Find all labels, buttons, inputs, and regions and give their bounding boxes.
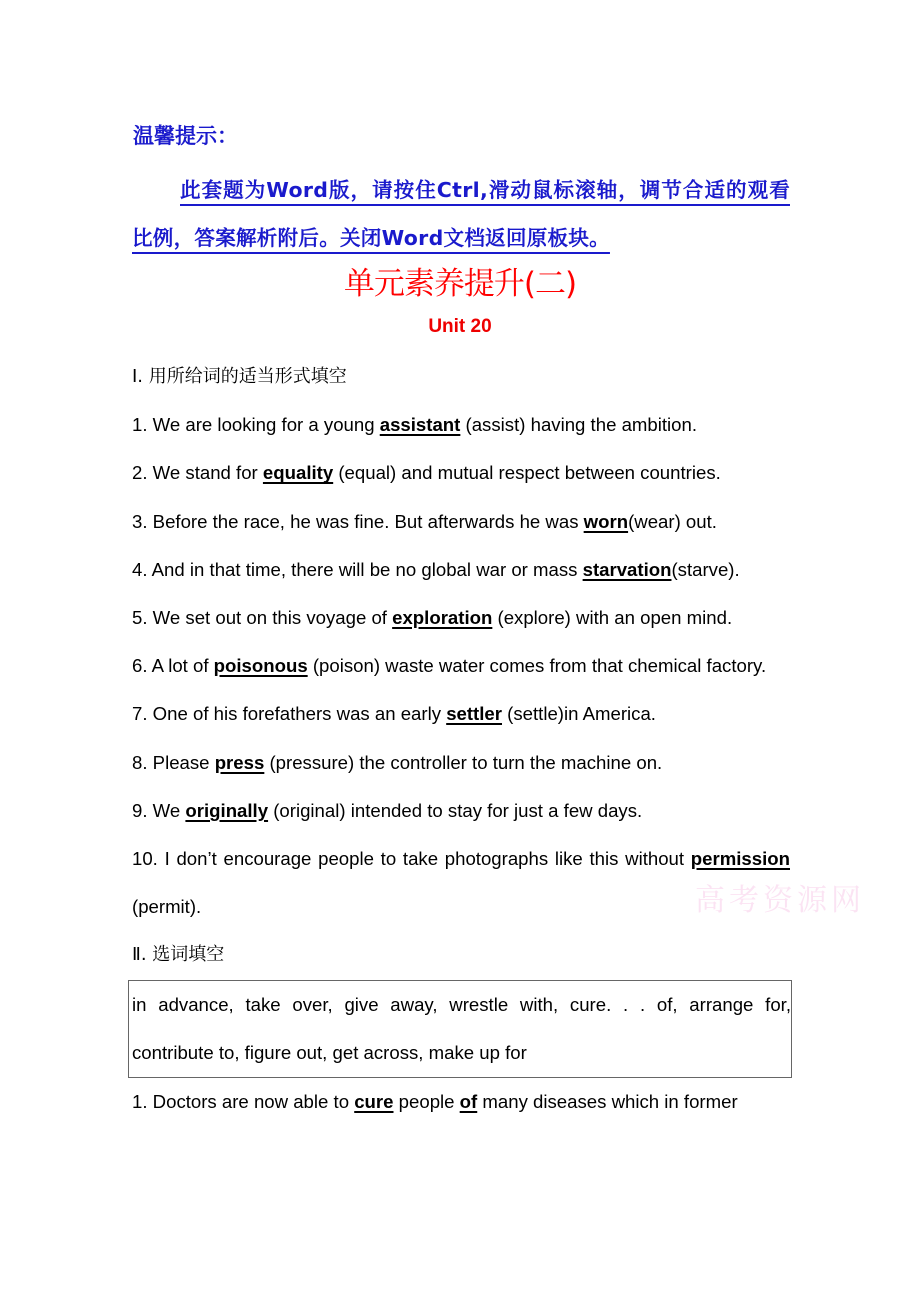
item-text: (poison) waste water comes from that chemical factory. [307,655,767,677]
item-text: (original) intended to stay for just a few days. [268,799,643,821]
answer: permission [690,848,790,870]
section2-heading: Ⅱ. 选词填空 [132,944,225,966]
item-text: 3. Before the race, he was fine. But afterwards he was [132,510,584,532]
item-text: 8. Please [132,751,215,773]
list-item [132,401,790,449]
list-item [132,546,790,594]
item-text: 9. We [132,799,186,821]
answer: poisonous [213,655,308,677]
list-item [132,690,790,738]
word-bank: in advance, take over, give away, wrestle with, cure. . . of, arrange for, contribute to, figure out, get across, make up for [132,993,791,1063]
item-text: (wear) out. [628,510,717,532]
item-text: (assist) having the ambition. [460,414,698,436]
answer: of [459,1091,478,1113]
item-text: people [393,1091,460,1113]
word-bank-box [128,980,792,1078]
unit-subtitle: Unit 20 [428,316,492,337]
list-item [132,498,790,546]
item-text: many diseases which in former [477,1091,738,1113]
list-item [132,1078,790,1126]
answer: originally [185,799,269,821]
page-title: 单元素养提升(二) [343,266,577,302]
list-item [132,449,790,497]
list-item [132,739,790,787]
item-text: 1. We are looking for a young [132,414,380,436]
item-text: (equal) and mutual respect between countries. [333,462,721,484]
answer: worn [583,510,629,532]
item-text: 1. Doctors are now able to [132,1091,355,1113]
answer: settler [446,703,502,725]
item-text: 10. I don’t encourage people to take photographs like this without [132,848,691,870]
exercise-body [132,353,790,1126]
section1-heading: Ⅰ. 用所给词的适当形式填空 [132,366,347,387]
item-text: 6. A lot of [132,655,214,677]
item-text: 2. We stand for [132,462,263,484]
item-text: 5. We set out on this voyage of [132,607,393,629]
tip-title: 温馨提示： [133,124,238,148]
answer: starvation [582,558,672,580]
list-item [132,642,790,690]
watermark: 高考资源网 [695,883,865,918]
list-item [132,787,790,835]
answer: equality [262,462,334,484]
list-item [132,594,790,642]
item-text: (permit). [132,896,202,918]
answer: assistant [379,414,461,436]
answer: exploration [392,607,493,629]
answer: cure [354,1091,394,1113]
item-text: 7. One of his forefathers was an early [132,703,447,725]
item-text: (explore) with an open mind. [492,607,733,629]
item-text: (settle)in America. [502,703,656,725]
section1-items [132,401,790,931]
list-item [132,835,790,931]
item-text: (starve). [671,558,740,580]
item-text: 4. And in that time, there will be no global war or mass [132,558,583,580]
tip-link[interactable]: 此套题为Word版，请按住Ctrl,滑动鼠标滚轴，调节合适的观看比例，答案解析附后。关闭Word文档返回原板块。 [132,178,790,250]
item-text: (pressure) the controller to turn the machine on. [264,751,663,773]
answer: press [214,751,265,773]
